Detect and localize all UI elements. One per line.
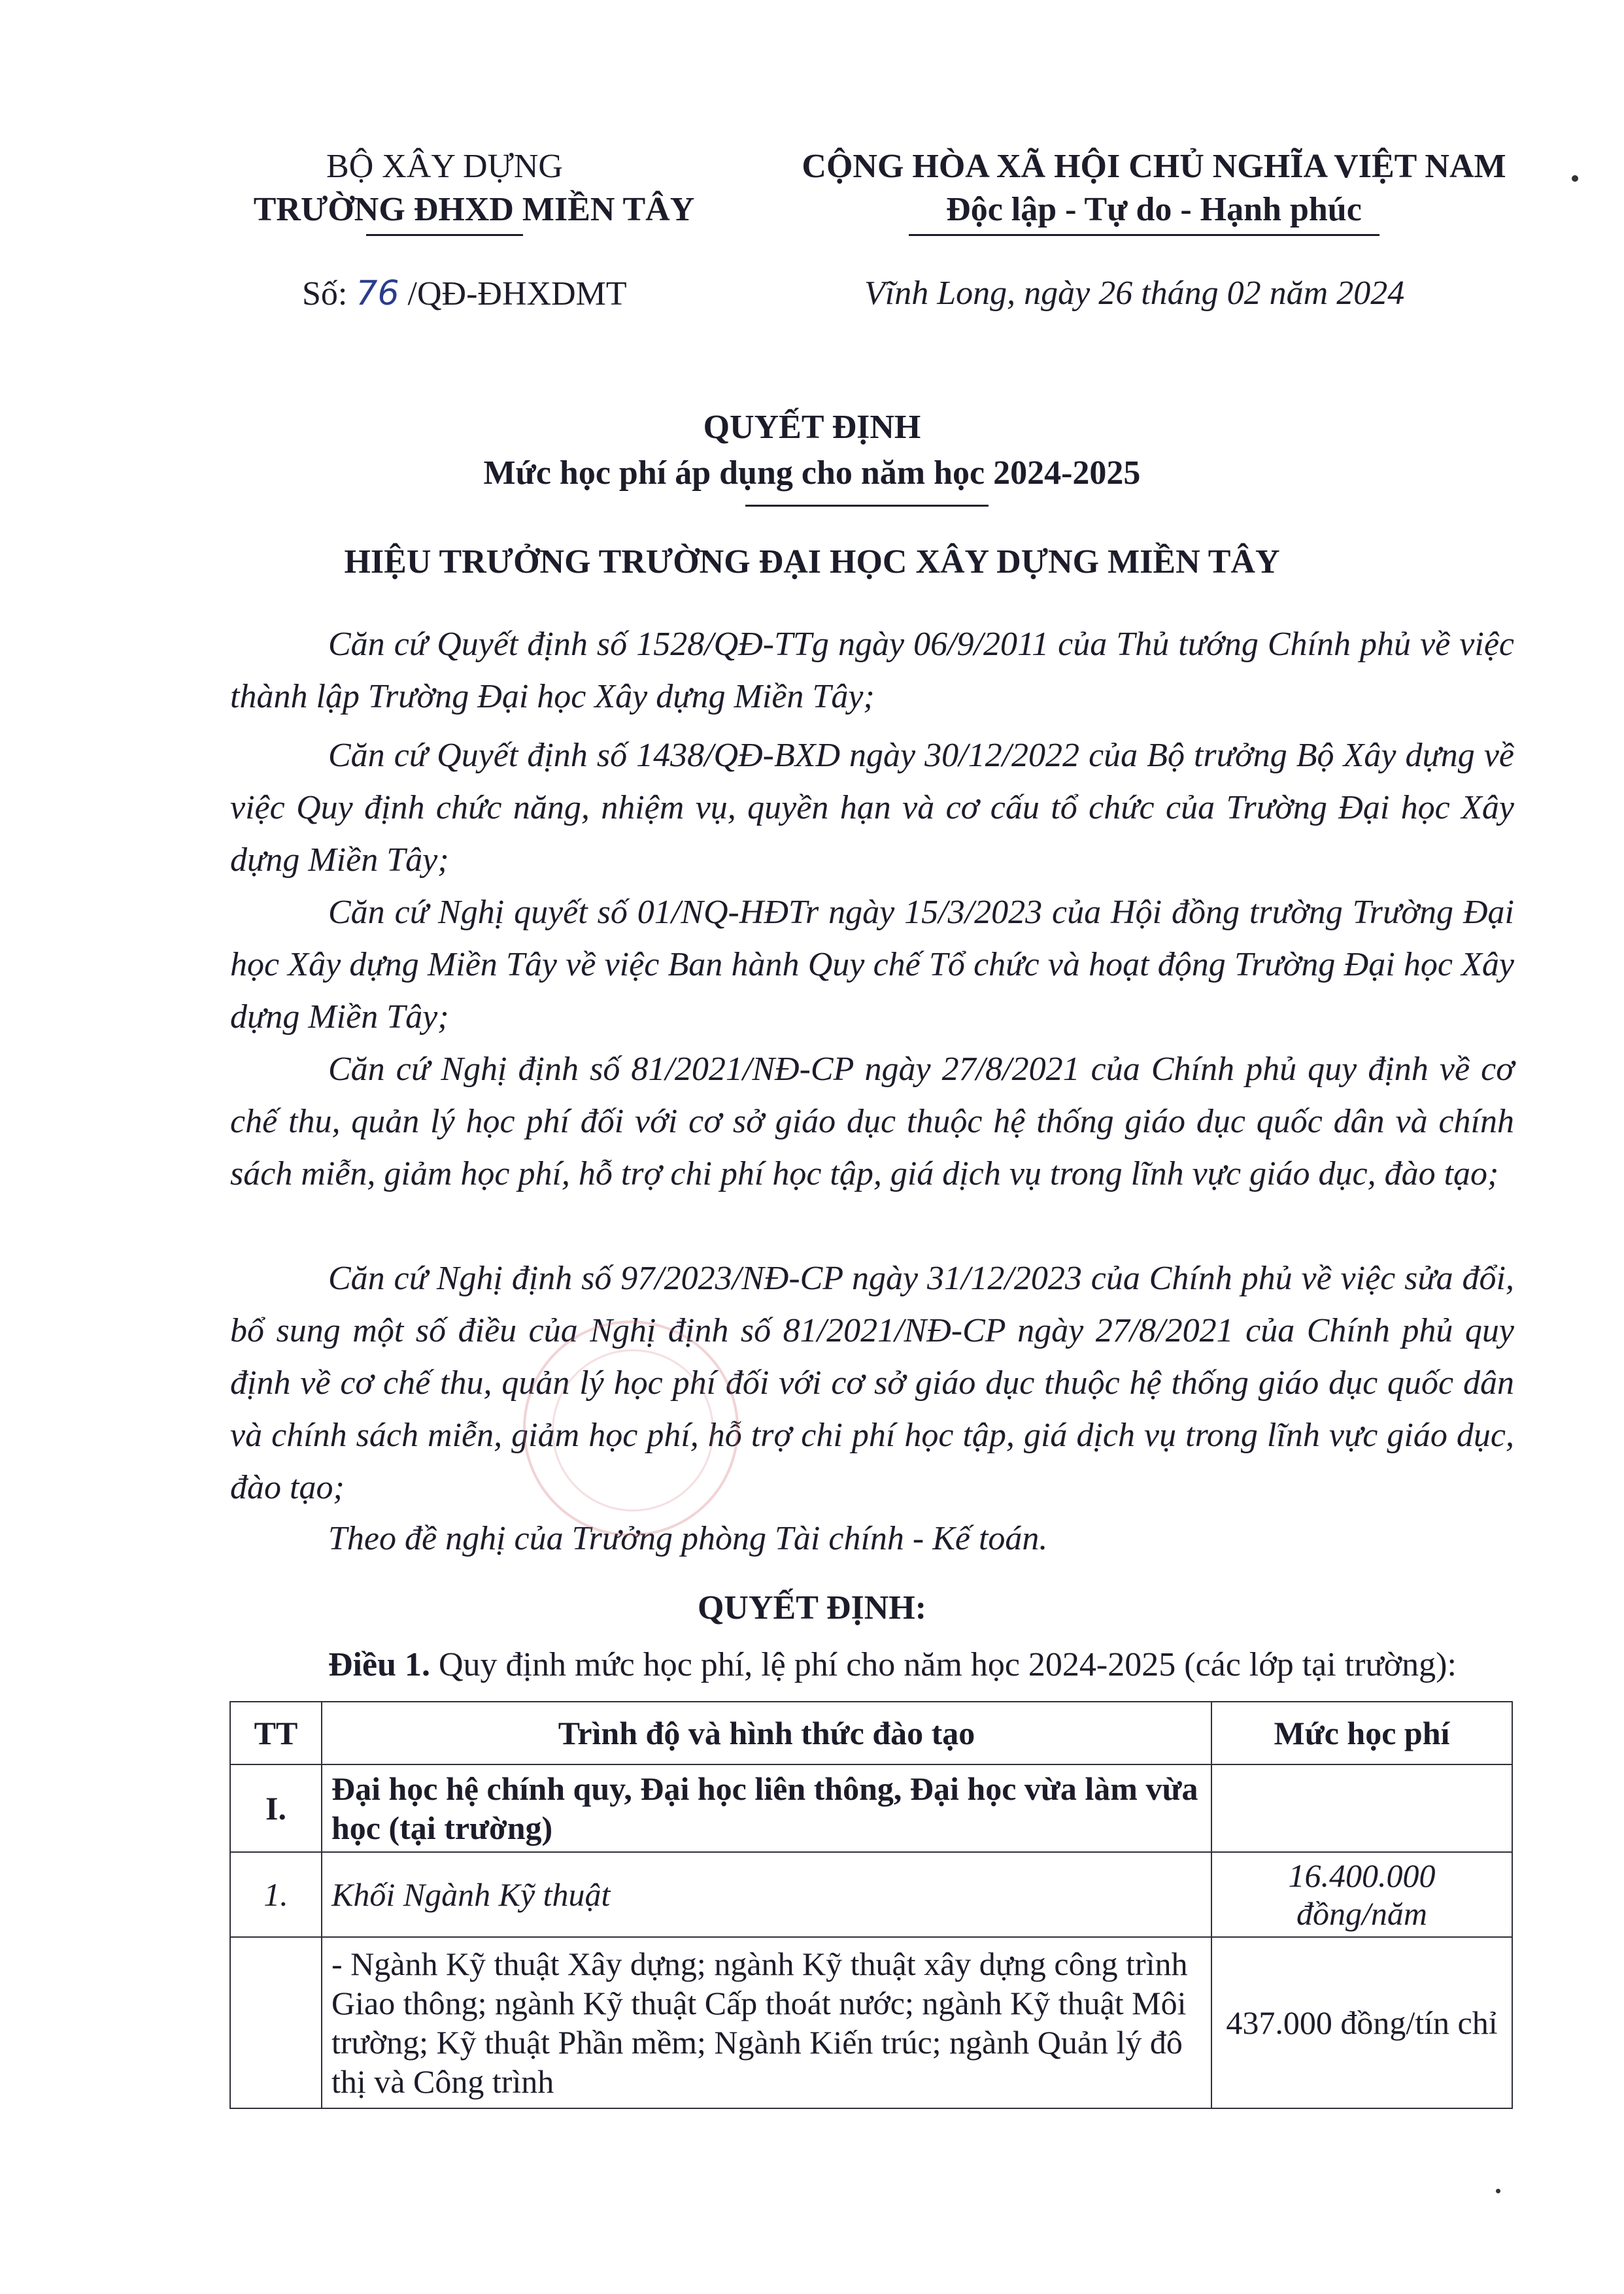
row-program: Khối Ngành Kỹ thuật [322,1852,1211,1937]
basis-paragraph-2: Căn cứ Quyết định số 1438/QĐ-BXD ngày 30/12/2022 của Bộ trưởng Bộ Xây dựng về việc Quy định chức năng, nhiệm vụ, quyền hạn và cơ cấu tổ chức của Trường Đại học Xây dựng Miền Tây; [230,737,1514,879]
table-header-row [230,1702,1512,1764]
header-tt: TT [230,1702,322,1764]
article-1-text: Quy định mức học phí, lệ phí cho năm học 2024-2025 (các lớp tại trường): [439,1646,1457,1683]
table-row [230,1852,1512,1937]
decision-heading: QUYẾT ĐỊNH: [697,1589,927,1627]
handwritten-number: 76 [356,274,399,313]
header-fee: Mức học phí [1211,1702,1512,1764]
place-date: Vĩnh Long, ngày 26 tháng 02 năm 2024 [864,275,1405,312]
article-1-label: Điều 1. [328,1646,430,1683]
article-1 [328,1644,1457,1687]
issuing-authority: HIỆU TRƯỞNG TRƯỜNG ĐẠI HỌC XÂY DỰNG MIỀN TÂY [344,543,1280,581]
basis-paragraph-1: Căn cứ Quyết định số 1528/QĐ-TTg ngày 06/9/2011 của Thủ tướng Chính phủ về việc thành lập Trường Đại học Xây dựng Miền Tây; [230,626,1514,715]
row-program: Đại học hệ chính quy, Đại học liên thông, Đại học vừa làm vừa học (tại trường) [322,1764,1211,1852]
scan-speck [1496,2189,1500,2193]
school-name: TRƯỜNG ĐHXD MIỀN TÂY [253,191,695,228]
number-prefix: Số: [302,275,348,312]
row-tt: 1. [230,1852,322,1937]
nation-name: CỘNG HÒA XÃ HỘI CHỦ NGHĨA VIỆT NAM [802,148,1506,185]
row-program: - Ngành Kỹ thuật Xây dựng; ngành Kỹ thuật xây dựng công trình Giao thông; ngành Kỹ thuật Cấp thoát nước; ngành Kỹ thuật Môi trường; Kỹ thuật Phần mềm; Ngành Kiến trúc; ngành Quản lý đô thị và Công trình [322,1937,1211,2108]
document-title: QUYẾT ĐỊNH [703,409,921,446]
document-subtitle: Mức học phí áp dụng cho năm học 2024-2025 [483,454,1141,492]
row-fee: 16.400.000 đồng/năm [1211,1852,1512,1937]
number-suffix: /QĐ-ĐHXDMT [407,275,627,312]
row-tt [230,1937,322,2108]
row-fee [1211,1764,1512,1852]
basis-paragraph-5: Căn cứ Nghị định số 97/2023/NĐ-CP ngày 31/12/2023 của Chính phủ về việc sửa đổi, bổ sung một số điều của Nghị định số 81/2021/NĐ-CP ngày 27/8/2021 của Chính phủ quy định về cơ chế thu, quản lý học phí đối với cơ sở giáo dục thuộc hệ thống giáo dục quốc dân và chính sách miễn, giảm học phí, hỗ trợ chi phí học tập, giá dịch vụ trong lĩnh vực giáo dục, đào tạo; [230,1260,1514,1506]
ministry-name: BỘ XÂY DỰNG [326,148,563,185]
table-row [230,1937,1512,2108]
national-motto: Độc lập - Tự do - Hạnh phúc [946,191,1362,228]
document-number [302,272,627,316]
school-underline [366,234,523,236]
row-tt: I. [230,1764,322,1852]
fee-table [229,1701,1513,2109]
basis-paragraph-4: Căn cứ Nghị định số 81/2021/NĐ-CP ngày 27/8/2021 của Chính phủ quy định về cơ chế thu, quản lý học phí đối với cơ sở giáo dục thuộc hệ thống giáo dục quốc dân và chính sách miễn, giảm học phí, hỗ trợ chi phí học tập, giá dịch vụ trong lĩnh vực giáo dục, đào tạo; [230,1051,1514,1192]
basis-paragraph-3: Căn cứ Nghị quyết số 01/NQ-HĐTr ngày 15/3/2023 của Hội đồng trường Trường Đại học Xây dựng Miền Tây về việc Ban hành Quy chế Tổ chức và hoạt động Trường Đại học Xây dựng Miền Tây; [230,894,1514,1036]
row-fee: 437.000 đồng/tín chỉ [1211,1937,1512,2108]
header-program: Trình độ và hình thức đào tạo [322,1702,1211,1764]
motto-underline [909,234,1379,236]
subtitle-underline [745,505,989,507]
scan-speck [1572,175,1578,182]
table-row [230,1764,1512,1852]
basis-paragraph-6: Theo đề nghị của Trưởng phòng Tài chính - Kế toán. [328,1520,1048,1557]
seal-stamp [523,1321,739,1536]
